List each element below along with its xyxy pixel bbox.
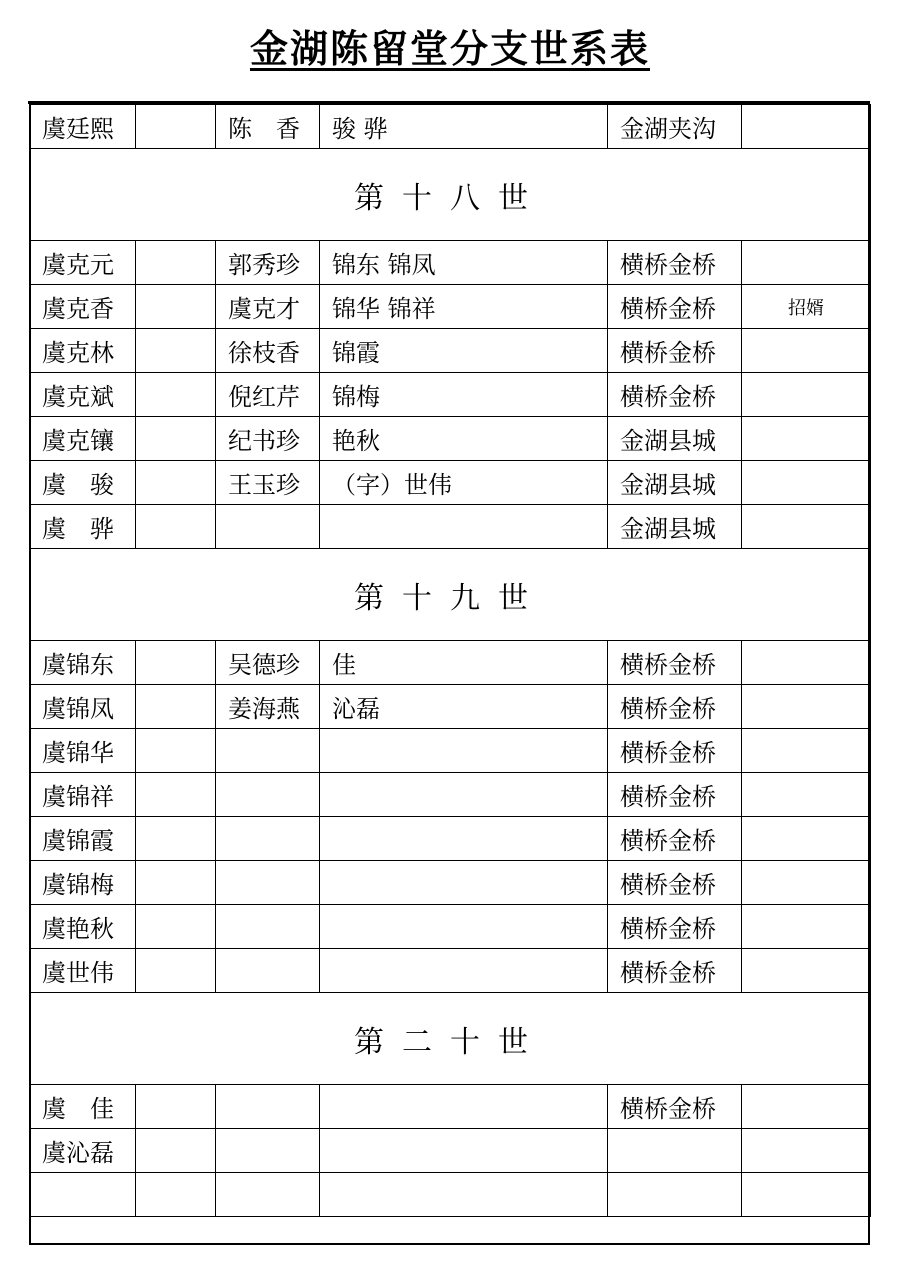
children-cell: 锦梅 — [320, 373, 608, 417]
spouse-cell — [216, 1129, 320, 1173]
generation-header-row — [30, 149, 871, 241]
children-cell — [320, 861, 608, 905]
spouse-cell: 纪书珍 — [216, 417, 320, 461]
genealogy-table-body — [30, 105, 871, 1217]
children-cell: 佳 — [320, 641, 608, 685]
spouse-cell: 陈 香 — [216, 105, 320, 149]
note-cell — [742, 641, 871, 685]
person-name-cell: 虞锦祥 — [30, 773, 136, 817]
blank-cell — [136, 241, 216, 285]
children-cell: 艳秋 — [320, 417, 608, 461]
location-cell: 横桥金桥 — [608, 817, 742, 861]
spouse-cell: 吴德珍 — [216, 641, 320, 685]
blank-cell — [136, 773, 216, 817]
spouse-cell: 王玉珍 — [216, 461, 320, 505]
person-name-cell: 虞世伟 — [30, 949, 136, 993]
person-name-cell: 虞克镶 — [30, 417, 136, 461]
children-cell — [320, 1085, 608, 1129]
blank-cell — [136, 817, 216, 861]
table-row — [30, 1085, 871, 1129]
children-cell — [320, 1129, 608, 1173]
generation-label: 第二十世 — [30, 993, 871, 1085]
person-name-cell: 虞克香 — [30, 285, 136, 329]
location-cell: 横桥金桥 — [608, 861, 742, 905]
note-cell — [742, 417, 871, 461]
note-cell — [742, 461, 871, 505]
children-cell — [320, 505, 608, 549]
person-name-cell: 虞廷熙 — [30, 105, 136, 149]
blank-cell — [136, 329, 216, 373]
spouse-cell — [216, 905, 320, 949]
person-name-cell: 虞锦东 — [30, 641, 136, 685]
note-cell — [742, 773, 871, 817]
generation-label: 第十八世 — [30, 149, 871, 241]
children-cell — [320, 905, 608, 949]
person-name-cell: 虞 骅 — [30, 505, 136, 549]
spouse-cell — [216, 729, 320, 773]
title-text: 金湖陈留堂分支世系表 — [249, 27, 650, 71]
children-cell: 锦东 锦凤 — [320, 241, 608, 285]
children-cell — [320, 729, 608, 773]
person-name-cell: 虞锦华 — [30, 729, 136, 773]
note-cell — [742, 685, 871, 729]
blank-cell — [136, 1085, 216, 1129]
spouse-cell — [216, 861, 320, 905]
table-row — [30, 1129, 871, 1173]
blank-cell — [136, 505, 216, 549]
children-cell: 沁磊 — [320, 685, 608, 729]
blank-cell — [136, 105, 216, 149]
spouse-cell: 徐枝香 — [216, 329, 320, 373]
location-cell: 金湖县城 — [608, 417, 742, 461]
blank-cell — [136, 1129, 216, 1173]
location-cell: 横桥金桥 — [608, 729, 742, 773]
spouse-cell — [216, 773, 320, 817]
person-name-cell: 虞沁磊 — [30, 1129, 136, 1173]
page-title — [0, 18, 900, 73]
note-cell: 招婿 — [742, 285, 871, 329]
person-name-cell: 虞 骏 — [30, 461, 136, 505]
table-row — [30, 949, 871, 993]
spouse-cell: 虞克才 — [216, 285, 320, 329]
spouse-cell — [216, 1085, 320, 1129]
note-cell — [742, 949, 871, 993]
children-cell — [320, 817, 608, 861]
table-row — [30, 685, 871, 729]
table-row — [30, 417, 871, 461]
blank-cell — [136, 373, 216, 417]
table-row — [30, 461, 871, 505]
location-cell: 横桥金桥 — [608, 285, 742, 329]
generation-header-row — [30, 549, 871, 641]
location-cell: 横桥金桥 — [608, 773, 742, 817]
note-cell — [742, 861, 871, 905]
blank-cell — [136, 417, 216, 461]
spouse-cell — [216, 817, 320, 861]
person-name-cell: 虞艳秋 — [30, 905, 136, 949]
spouse-cell: 姜海燕 — [216, 685, 320, 729]
spouse-cell — [216, 1173, 320, 1217]
table-row — [30, 285, 871, 329]
blank-cell — [136, 285, 216, 329]
children-cell: （字）世伟 — [320, 461, 608, 505]
table-row — [30, 1173, 871, 1217]
table-row — [30, 373, 871, 417]
blank-cell — [136, 949, 216, 993]
location-cell: 横桥金桥 — [608, 949, 742, 993]
table-row — [30, 861, 871, 905]
table-row — [30, 729, 871, 773]
blank-cell — [136, 461, 216, 505]
location-cell — [608, 1129, 742, 1173]
note-cell — [742, 373, 871, 417]
note-cell — [742, 1129, 871, 1173]
generation-header-row — [30, 993, 871, 1085]
table-row — [30, 641, 871, 685]
location-cell: 横桥金桥 — [608, 1085, 742, 1129]
person-name-cell: 虞锦霞 — [30, 817, 136, 861]
blank-cell — [136, 861, 216, 905]
person-name-cell: 虞克斌 — [30, 373, 136, 417]
genealogy-table — [29, 104, 871, 1217]
children-cell — [320, 949, 608, 993]
person-name-cell: 虞锦凤 — [30, 685, 136, 729]
children-cell: 锦华 锦祥 — [320, 285, 608, 329]
children-cell: 骏 骅 — [320, 105, 608, 149]
location-cell: 金湖夹沟 — [608, 105, 742, 149]
table-row — [30, 905, 871, 949]
table-row — [30, 105, 871, 149]
person-name-cell: 虞克林 — [30, 329, 136, 373]
location-cell: 金湖县城 — [608, 461, 742, 505]
location-cell: 横桥金桥 — [608, 641, 742, 685]
person-name-cell: 虞锦梅 — [30, 861, 136, 905]
note-cell — [742, 241, 871, 285]
blank-cell — [136, 1173, 216, 1217]
note-cell — [742, 729, 871, 773]
note-cell — [742, 817, 871, 861]
table-row — [30, 773, 871, 817]
table-row — [30, 241, 871, 285]
table-row — [30, 817, 871, 861]
blank-cell — [136, 905, 216, 949]
person-name-cell: 虞克元 — [30, 241, 136, 285]
note-cell — [742, 329, 871, 373]
location-cell: 横桥金桥 — [608, 905, 742, 949]
children-cell — [320, 1173, 608, 1217]
location-cell: 金湖县城 — [608, 505, 742, 549]
note-cell — [742, 905, 871, 949]
note-cell — [742, 105, 871, 149]
spouse-cell — [216, 949, 320, 993]
table-row — [30, 329, 871, 373]
location-cell: 横桥金桥 — [608, 685, 742, 729]
note-cell — [742, 505, 871, 549]
note-cell — [742, 1085, 871, 1129]
location-cell: 横桥金桥 — [608, 373, 742, 417]
note-cell — [742, 1173, 871, 1217]
spouse-cell: 郭秀珍 — [216, 241, 320, 285]
children-cell: 锦霞 — [320, 329, 608, 373]
table-row — [30, 505, 871, 549]
generation-label: 第十九世 — [30, 549, 871, 641]
children-cell — [320, 773, 608, 817]
blank-cell — [136, 641, 216, 685]
location-cell: 横桥金桥 — [608, 329, 742, 373]
person-name-cell — [30, 1173, 136, 1217]
blank-cell — [136, 729, 216, 773]
spouse-cell — [216, 505, 320, 549]
spouse-cell: 倪红芹 — [216, 373, 320, 417]
location-cell — [608, 1173, 742, 1217]
location-cell: 横桥金桥 — [608, 241, 742, 285]
blank-cell — [136, 685, 216, 729]
person-name-cell: 虞 佳 — [30, 1085, 136, 1129]
